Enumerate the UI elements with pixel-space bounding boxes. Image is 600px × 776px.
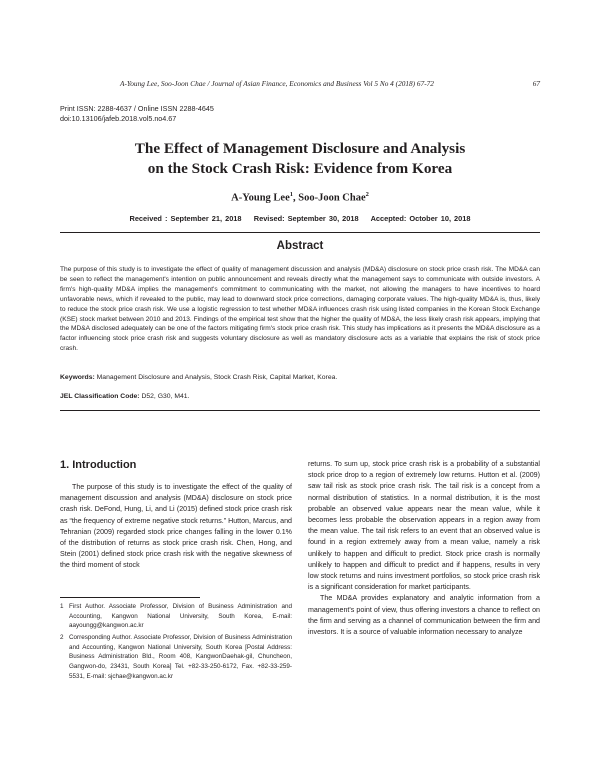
footnote-1 [60, 602, 292, 631]
author-line [60, 191, 540, 204]
jel-label: JEL Classification Code: [60, 393, 140, 400]
left-column-paragraph: The purpose of this study is to investigate the effect of the quality of management discussion and analysis (MD&A) disclosure on stock price crash risk. DeFond, Hung, Li, and Li (2015) defined stock price crash risk as “the frequency of extreme negative stock returns.” Hutton, Marcus, and Tehranian (2009) regarded stock price changes falling in the lower 0.1% of the distribution of returns as stock price crash risk. Chen, Hong, and Stein (2001) defined stock price crash risk with the negative skewness of the third moment of stock [60, 483, 292, 570]
left-column [60, 482, 292, 572]
jel-line [60, 393, 540, 400]
issn-line: Print ISSN: 2288-4637 / Online ISSN 2288-4645 [60, 104, 214, 113]
jel-text: D52, G30, M41. [139, 393, 190, 400]
bottom-divider [60, 410, 540, 411]
doi-line: doi:10.13106/jafeb.2018.vol5.no4.67 [60, 114, 177, 123]
author-1: A-Young Lee [231, 192, 290, 204]
keywords-label: Keywords: [60, 374, 95, 381]
footnote-2-number: 2 [60, 634, 64, 641]
right-column [308, 459, 540, 638]
author-2: Soo-Joon Chae [298, 192, 366, 204]
author-1-mark: 1 [289, 191, 293, 198]
footnote-rule [60, 597, 200, 598]
right-column-paragraph-2: The MD&A provides explanatory and analytic information from a management's point of view, thus offering investors a chance to reflect on the firm and serving as a channel of communication between the firm and investors. It is a source of valuable information necessary to analyze [308, 594, 540, 637]
footnote-2 [60, 633, 292, 682]
page-number: 67 [532, 79, 540, 88]
abstract-heading: Abstract [276, 240, 324, 252]
top-divider [60, 232, 540, 233]
running-header-text: A-Young Lee, Soo-Joon Chae / Journal of Asian Finance, Economics and Business Vol 5 No 4 (2018) 67-72 [120, 79, 434, 88]
section-heading-introduction: 1. Introduction [60, 459, 137, 471]
keywords-text: Management Disclosure and Analysis, Stock Crash Risk, Capital Market, Korea. [94, 374, 338, 381]
issn-block [60, 104, 214, 124]
footnote-2-text: Corresponding Author. Associate Professor, Division of Business Administration and Accounting, Kangwon National University, South Korea [Postal Address: Business Administration Bld., Room 408, KangwonDaehak-gil, Chuncheon, Gangwon-do, 23431, South Korea] Tel. +82-33-250-6172, Fax. +82-33-259-5531, E-mail: sjchae@kangwon.ac.kr [69, 634, 292, 680]
right-column-paragraph-1: returns. To sum up, stock price crash risk is a probability of a substantial stock price drop to a region of extremely low returns. Hutton et al. (2009) saw tail risk as stock price crash risk. The tail risk is a concept from a normal distribution of statistics. In a normal distribution, it is the most probable an observed value appears near the mean value, while it becomes less probable the observation appears in a region away from the mean value. The tail risk refers to an event that an observed value is found in a region extremely away from a mean value, namely a risk unlikely to happen and difficult to predict. Stock price crash is normally unlikely to happen and difficult to predict and if happens, results in very low stock returns and ruins investment portfolios, so stock price crash risk is a significant consideration for market participants. [308, 460, 540, 592]
keywords-line [60, 374, 540, 381]
title-line-1: The Effect of Management Disclosure and Analysis [134, 140, 466, 157]
title-line-2: on the Stock Crash Risk: Evidence from Korea [147, 160, 453, 177]
abstract-text: The purpose of this study is to investigate the effect of quality of management discussion and analysis (MD&A) disclosure on stock price crash risk. The MD&A can be seen to reflect the management's intention on public announcement and reveals directly what the management says to communicate with outside investors. A firm's high-quality MD&A implies the management's commitment to communicating with the market, not allowing the managers to have incentives to hoard unfavorable news, which if revealed to the public, may lead to downward stock price corrections, damaging corporate values. The high-quality MD&A is, thus, likely to reduce the stock price crash risk. We use a logistic regression to test whether MD&A influences crash risk using listed companies in the Korean Stock Exchange (KSE) stock market between 2010 and 2013. Findings of the empirical test show that the higher the quality of MD&A, the less likely crash risk appears, implying that the MD&A disclosed adequately can be one of the factors mitigating firm's stock price crash risk. This study has implications as it presents the MD&A disclosure as a factor influencing stock price crash risk and suggests voluntary disclosure as well as mandatory disclosure acts as a variable that explains the risk of stock price crash. [60, 266, 540, 353]
author-2-mark: 2 [365, 191, 369, 198]
paper-title [60, 139, 540, 179]
submission-dates: Received : September 21, 2018 Revised: September 30, 2018 Accepted: October 10, 2018 [129, 214, 471, 223]
footnote-1-number: 1 [60, 603, 64, 610]
footnote-1-text: First Author. Associate Professor, Division of Business Administration and Accounting, Kangwon National University, South Korea, E-mail: aayoungg@kangwon.ac.kr [69, 603, 292, 630]
author-separator: , [293, 192, 299, 204]
